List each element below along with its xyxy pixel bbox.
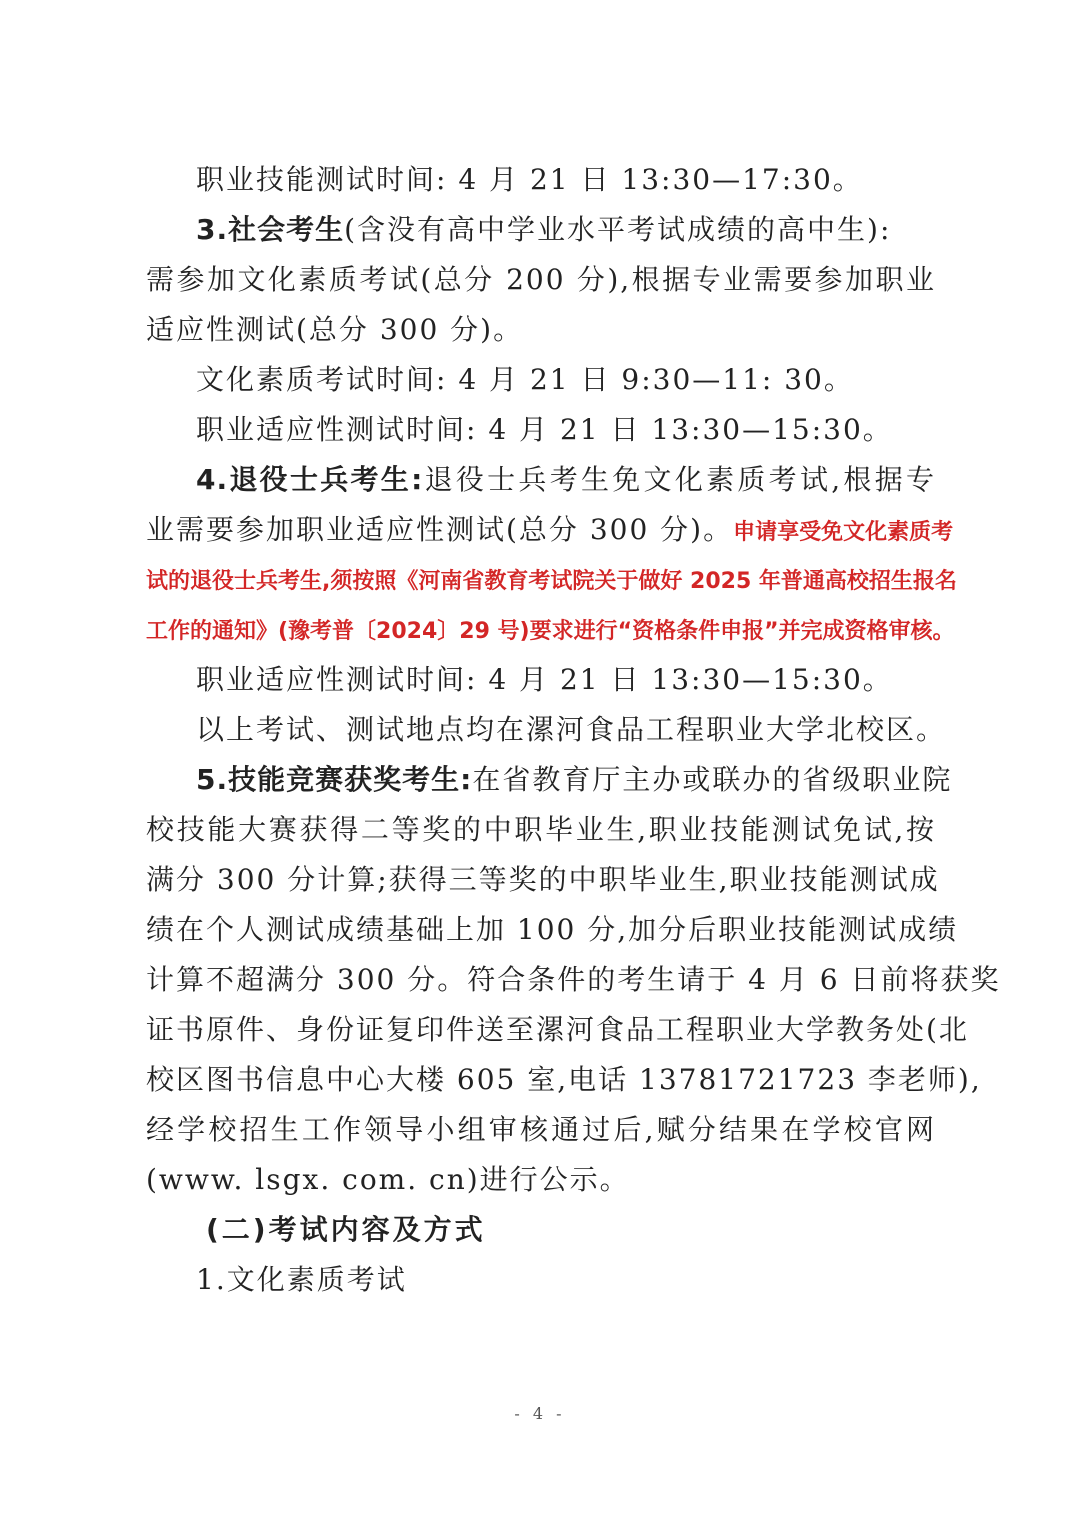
- social-candidate-heading: [196, 210, 936, 250]
- veteran-candidate-heading: [196, 460, 936, 500]
- skill-competition-heading: [196, 760, 953, 800]
- red-notice-line: [146, 562, 957, 602]
- veteran-candidate-text: 退役士兵考生免文化素质考试,根据专: [423, 463, 936, 496]
- social-candidate-note: (含没有高中学业水平考试成绩的高中生):: [344, 213, 892, 246]
- red-notice-text: 工作的通知》(豫考普〔2024〕29 号)要求进行“资格条件申报”并完成资格审核。: [146, 619, 955, 644]
- veteran-candidate-label: 4.退役士兵考生:: [196, 463, 424, 496]
- red-notice-line: [146, 612, 955, 652]
- skill-competition-text: 在省教育厅主办或联办的省级职业院: [472, 763, 953, 796]
- school-website-line: (www. lsgx. com. cn)进行公示。: [146, 1163, 630, 1196]
- paragraph-line: 经学校招生工作领导小组审核通过后,赋分结果在学校官网: [146, 1113, 936, 1146]
- paragraph-line: 计算不超满分 300 分。符合条件的考生请于 4 月 6 日前将获奖: [146, 963, 1001, 996]
- paragraph-line: 校区图书信息中心大楼 605 室,电话 13781721723 李老师),: [146, 1063, 982, 1096]
- page-number: - 4 -: [514, 1404, 566, 1423]
- red-notice-text: 申请享受免文化素质考: [733, 520, 954, 545]
- culture-exam-time-line: 文化素质考试时间: 4 月 21 日 9:30—11: 30。: [196, 363, 854, 396]
- red-notice-text: 试的退役士兵考生,须按照《河南省教育考试院关于做好 2025 年普通高校招生报名: [146, 569, 957, 594]
- section-heading: (二)考试内容及方式: [206, 1213, 486, 1246]
- adaptability-test-time-line: 职业适应性测试时间: 4 月 21 日 13:30—15:30。: [196, 413, 893, 446]
- paragraph-line: 绩在个人测试成绩基础上加 100 分,加分后职业技能测试成绩: [146, 913, 959, 946]
- paragraph-line: 需参加文化素质考试(总分 200 分),根据专业需要参加职业: [146, 263, 936, 296]
- paragraph-line: 证书原件、身份证复印件送至漯河食品工程职业大学教务处(北: [146, 1013, 969, 1046]
- paragraph-line: 满分 300 分计算;获得三等奖的中职毕业生,职业技能测试成: [146, 863, 940, 896]
- paragraph-line: 适应性测试(总分 300 分)。: [146, 313, 524, 346]
- adaptability-test-time-line: 职业适应性测试时间: 4 月 21 日 13:30—15:30。: [196, 663, 893, 696]
- skill-test-time-line: 职业技能测试时间: 4 月 21 日 13:30—17:30。: [196, 163, 863, 196]
- social-candidate-label: 3.社会考生: [196, 213, 345, 246]
- subsection-heading: 1.文化素质考试: [196, 1263, 407, 1296]
- veteran-test-note: 业需要参加职业适应性测试(总分 300 分)。: [146, 513, 734, 546]
- exam-location-line: 以上考试、测试地点均在漯河食品工程职业大学北校区。: [196, 713, 947, 746]
- paragraph-line: 校技能大赛获得二等奖的中职毕业生,职业技能测试免试,按: [146, 813, 936, 846]
- paragraph-line: [146, 510, 954, 553]
- skill-competition-label: 5.技能竞赛获奖考生:: [196, 763, 473, 796]
